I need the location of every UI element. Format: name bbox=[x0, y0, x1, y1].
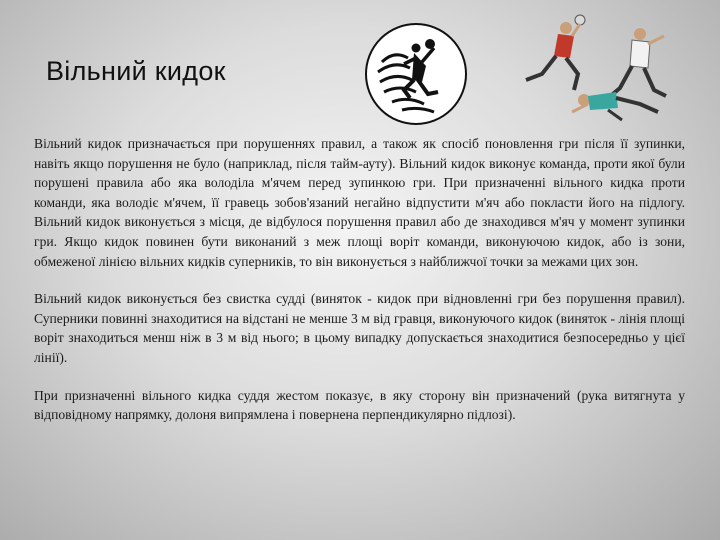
paragraph-3: При призначенні вільного кидка суддя жестом показує, в яку сторону він призначений (рука витягнута у відповідному напрямку, долоня випрямлена і повернена перпендикулярно підлозі). bbox=[34, 387, 685, 423]
slide-title: Вільний кидок bbox=[46, 56, 226, 86]
body-text bbox=[34, 134, 685, 443]
handball-jump-shot-emblem-icon bbox=[364, 22, 468, 126]
paragraph-1: Вільний кидок призначається при порушеннях правил, а також як спосіб поновлення гри після її зупинки, навіть якщо порушення не було (наприклад, після тайм-ауту). Вільний кидок виконує команда, проти якої були порушені правила або яка володіла м'ячем перед зупинкою гри. При призначенні вільного кидка проти команди, яка володіє м'ячем, її гравець зобов'язаний негайно відпустити м'яч або покласти його на підлогу. Вільний кидок виконується з місця, де відбулося порушення правил або де знаходився м'яч у момент зупинки гри. Якщо кидок повинен бути виконаний з меж площі воріт команди, виконуючою кидок, або із зони, обмеженої лінією вільних кидків суперників, то він виконується з найближчої точки за межами цих зон. bbox=[34, 136, 685, 269]
paragraph-2: Вільний кидок виконується без свистка судді (виняток - кидок при відновленні гри без порушення правил). Суперники повинні знаходитися на відстані не менше 3 м від гравця, виконуючого кидок (виняток - лінія площі воріт знаходиться менш ніж в 3 м від нього; в цьому випадку допускається знаходитися безпосередньо у цієї лінії). bbox=[34, 291, 685, 365]
handball-players-illustration-icon bbox=[508, 12, 688, 130]
